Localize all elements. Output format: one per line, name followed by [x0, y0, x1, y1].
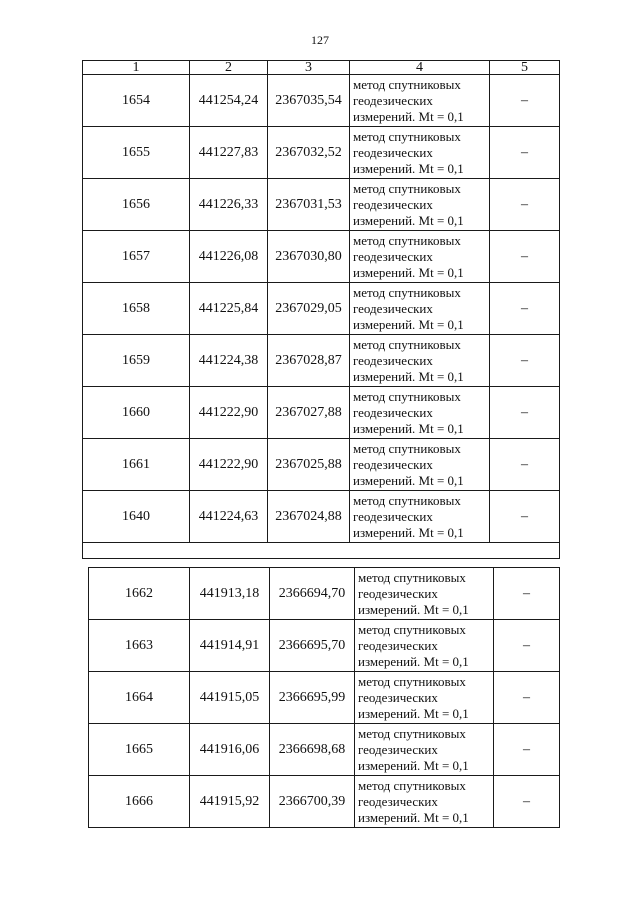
- point-id-cell: 1657: [83, 231, 190, 283]
- coordinates-table-bottom: [88, 567, 560, 828]
- note-cell: –: [494, 620, 560, 672]
- point-id-cell: 1662: [89, 568, 190, 620]
- table-row: [83, 387, 560, 439]
- method-line-1: метод спутниковых: [353, 440, 461, 456]
- method-cell: [355, 568, 494, 620]
- method-line-3: измерений. Mt = 0,1: [353, 472, 464, 488]
- method-line-1: метод спутниковых: [353, 128, 461, 144]
- note-cell: –: [494, 568, 560, 620]
- y-coordinate-cell: 2367024,88: [268, 491, 350, 543]
- method-line-2: геодезических: [353, 144, 433, 160]
- note-cell: –: [490, 283, 560, 335]
- method-line-2: геодезических: [353, 248, 433, 264]
- point-id-cell: 1661: [83, 439, 190, 491]
- method-line-2: геодезических: [353, 352, 433, 368]
- method-line-1: метод спутниковых: [353, 336, 461, 352]
- method-line-3: измерений. Mt = 0,1: [353, 108, 464, 124]
- y-coordinate-cell: 2366698,68: [270, 724, 355, 776]
- method-cell: [350, 491, 490, 543]
- method-line-2: геодезических: [353, 92, 433, 108]
- x-coordinate-cell: 441915,92: [190, 776, 270, 828]
- x-coordinate-cell: 441254,24: [190, 75, 268, 127]
- method-line-1: метод спутниковых: [353, 492, 461, 508]
- method-line-2: геодезических: [358, 585, 438, 601]
- y-coordinate-cell: 2366700,39: [270, 776, 355, 828]
- y-coordinate-cell: 2366694,70: [270, 568, 355, 620]
- column-header-2: 2: [190, 61, 268, 75]
- table-row: [89, 776, 560, 828]
- coordinates-table-top: [82, 60, 560, 559]
- y-coordinate-cell: 2367035,54: [268, 75, 350, 127]
- table-row: [83, 335, 560, 387]
- table-row: [83, 231, 560, 283]
- method-line-2: геодезических: [353, 456, 433, 472]
- column-header-3: 3: [268, 61, 350, 75]
- method-line-3: измерений. Mt = 0,1: [353, 160, 464, 176]
- method-cell: [350, 179, 490, 231]
- note-cell: –: [490, 231, 560, 283]
- point-id-cell: 1640: [83, 491, 190, 543]
- point-id-cell: 1655: [83, 127, 190, 179]
- note-cell: –: [490, 179, 560, 231]
- method-line-3: измерений. Mt = 0,1: [358, 705, 469, 721]
- method-line-1: метод спутниковых: [358, 621, 466, 637]
- method-line-2: геодезических: [353, 300, 433, 316]
- method-line-3: измерений. Mt = 0,1: [358, 653, 469, 669]
- note-cell: –: [490, 387, 560, 439]
- point-id-cell: 1658: [83, 283, 190, 335]
- method-cell: [350, 231, 490, 283]
- point-id-cell: 1663: [89, 620, 190, 672]
- x-coordinate-cell: 441225,84: [190, 283, 268, 335]
- method-cell: [355, 672, 494, 724]
- table-row: [89, 724, 560, 776]
- note-cell: –: [490, 335, 560, 387]
- point-id-cell: 1656: [83, 179, 190, 231]
- table-row: [83, 439, 560, 491]
- method-line-1: метод спутниковых: [358, 777, 466, 793]
- method-line-1: метод спутниковых: [358, 725, 466, 741]
- method-cell: [350, 75, 490, 127]
- method-line-1: метод спутниковых: [353, 388, 461, 404]
- method-cell: [355, 724, 494, 776]
- y-coordinate-cell: 2367030,80: [268, 231, 350, 283]
- method-line-3: измерений. Mt = 0,1: [353, 368, 464, 384]
- method-line-1: метод спутниковых: [358, 673, 466, 689]
- y-coordinate-cell: 2367025,88: [268, 439, 350, 491]
- method-line-2: геодезических: [358, 741, 438, 757]
- method-cell: [350, 335, 490, 387]
- note-cell: –: [490, 491, 560, 543]
- method-cell: [350, 127, 490, 179]
- method-line-3: измерений. Mt = 0,1: [353, 420, 464, 436]
- point-id-cell: 1654: [83, 75, 190, 127]
- x-coordinate-cell: 441222,90: [190, 439, 268, 491]
- method-line-3: измерений. Mt = 0,1: [353, 264, 464, 280]
- note-cell: –: [490, 75, 560, 127]
- method-cell: [355, 620, 494, 672]
- method-line-1: метод спутниковых: [353, 180, 461, 196]
- x-coordinate-cell: 441916,06: [190, 724, 270, 776]
- method-line-2: геодезических: [353, 508, 433, 524]
- x-coordinate-cell: 441224,63: [190, 491, 268, 543]
- method-line-2: геодезических: [353, 404, 433, 420]
- x-coordinate-cell: 441226,08: [190, 231, 268, 283]
- method-line-2: геодезических: [358, 637, 438, 653]
- x-coordinate-cell: 441226,33: [190, 179, 268, 231]
- method-cell: [350, 439, 490, 491]
- point-id-cell: 1666: [89, 776, 190, 828]
- point-id-cell: 1660: [83, 387, 190, 439]
- empty-separator-cell: [83, 543, 560, 559]
- point-id-cell: 1664: [89, 672, 190, 724]
- method-cell: [355, 776, 494, 828]
- method-line-3: измерений. Mt = 0,1: [353, 524, 464, 540]
- method-line-1: метод спутниковых: [353, 76, 461, 92]
- method-line-3: измерений. Mt = 0,1: [358, 757, 469, 773]
- method-line-3: измерений. Mt = 0,1: [353, 316, 464, 332]
- method-line-1: метод спутниковых: [358, 569, 466, 585]
- y-coordinate-cell: 2367027,88: [268, 387, 350, 439]
- page-number: 127: [311, 33, 329, 47]
- note-cell: –: [494, 776, 560, 828]
- method-line-2: геодезических: [358, 689, 438, 705]
- table-row: [83, 127, 560, 179]
- table-row: [89, 568, 560, 620]
- y-coordinate-cell: 2366695,70: [270, 620, 355, 672]
- empty-separator-row: [83, 543, 560, 559]
- x-coordinate-cell: 441227,83: [190, 127, 268, 179]
- table-row: [83, 179, 560, 231]
- point-id-cell: 1665: [89, 724, 190, 776]
- table-row: [83, 283, 560, 335]
- table-row: [89, 620, 560, 672]
- method-line-3: измерений. Mt = 0,1: [353, 212, 464, 228]
- note-cell: –: [490, 127, 560, 179]
- column-header-5: 5: [490, 61, 560, 75]
- table-row: [83, 491, 560, 543]
- table-header-row: [83, 61, 560, 75]
- column-header-4: 4: [350, 61, 490, 75]
- method-cell: [350, 387, 490, 439]
- x-coordinate-cell: 441224,38: [190, 335, 268, 387]
- note-cell: –: [494, 672, 560, 724]
- note-cell: –: [490, 439, 560, 491]
- x-coordinate-cell: 441914,91: [190, 620, 270, 672]
- method-line-2: геодезических: [353, 196, 433, 212]
- method-line-3: измерений. Mt = 0,1: [358, 809, 469, 825]
- x-coordinate-cell: 441915,05: [190, 672, 270, 724]
- y-coordinate-cell: 2367028,87: [268, 335, 350, 387]
- method-cell: [350, 283, 490, 335]
- method-line-1: метод спутниковых: [353, 232, 461, 248]
- table-row: [83, 75, 560, 127]
- y-coordinate-cell: 2367032,52: [268, 127, 350, 179]
- method-line-2: геодезических: [358, 793, 438, 809]
- method-line-1: метод спутниковых: [353, 284, 461, 300]
- method-line-3: измерений. Mt = 0,1: [358, 601, 469, 617]
- x-coordinate-cell: 441222,90: [190, 387, 268, 439]
- note-cell: –: [494, 724, 560, 776]
- point-id-cell: 1659: [83, 335, 190, 387]
- y-coordinate-cell: 2367031,53: [268, 179, 350, 231]
- table-row: [89, 672, 560, 724]
- column-header-1: 1: [83, 61, 190, 75]
- x-coordinate-cell: 441913,18: [190, 568, 270, 620]
- y-coordinate-cell: 2367029,05: [268, 283, 350, 335]
- y-coordinate-cell: 2366695,99: [270, 672, 355, 724]
